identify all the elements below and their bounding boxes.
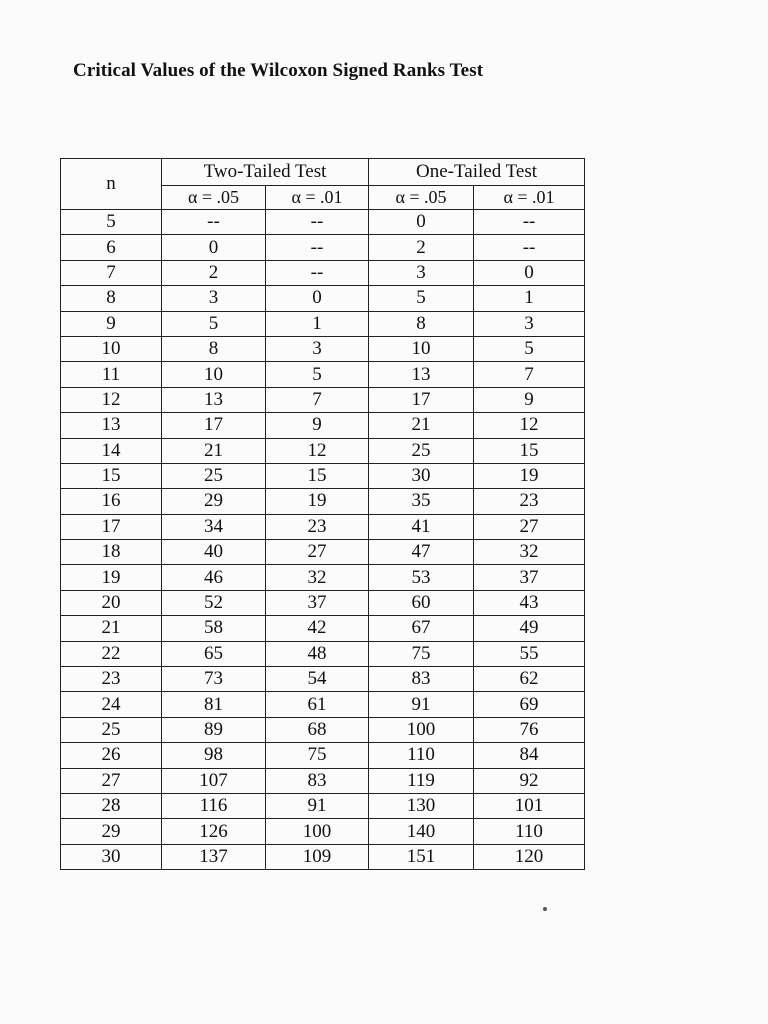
two-tailed-header: Two-Tailed Test	[162, 159, 369, 186]
one-tailed-alpha-05-cell: 25	[369, 438, 474, 463]
two-tailed-alpha-01-cell: --	[266, 235, 369, 260]
n-cell: 28	[61, 793, 162, 818]
one-tailed-alpha-01-cell: --	[474, 210, 585, 235]
two-tailed-alpha-05-cell: 107	[162, 768, 266, 793]
n-cell: 9	[61, 311, 162, 336]
one-tailed-alpha-01-cell: 101	[474, 793, 585, 818]
one-tailed-alpha-01-cell: 49	[474, 616, 585, 641]
two-tailed-alpha-05-cell: 21	[162, 438, 266, 463]
two-tailed-alpha-05-cell: 89	[162, 717, 266, 742]
n-cell: 10	[61, 336, 162, 361]
two-tailed-alpha-01-cell: 37	[266, 590, 369, 615]
two-tailed-alpha-01-cell: 5	[266, 362, 369, 387]
one-tailed-alpha-05-cell: 60	[369, 590, 474, 615]
table-row	[61, 336, 585, 361]
two-tailed-alpha-01-cell: 48	[266, 641, 369, 666]
two-tailed-alpha-05-cell: 25	[162, 463, 266, 488]
one-tailed-alpha-01-cell: 92	[474, 768, 585, 793]
one-tailed-alpha-05-cell: 91	[369, 692, 474, 717]
two-tailed-alpha-01-header: α = .01	[266, 186, 369, 210]
one-tailed-alpha-01-cell: 120	[474, 844, 585, 869]
one-tailed-alpha-01-cell: 62	[474, 667, 585, 692]
critical-values-table-container	[60, 158, 584, 870]
n-cell: 22	[61, 641, 162, 666]
table-row	[61, 616, 585, 641]
two-tailed-alpha-05-cell: 5	[162, 311, 266, 336]
two-tailed-alpha-01-cell: 3	[266, 336, 369, 361]
one-tailed-alpha-01-cell: 69	[474, 692, 585, 717]
table-row	[61, 514, 585, 539]
n-cell: 15	[61, 463, 162, 488]
table-row	[61, 692, 585, 717]
two-tailed-alpha-05-cell: 58	[162, 616, 266, 641]
one-tailed-alpha-01-cell: 19	[474, 463, 585, 488]
two-tailed-alpha-05-cell: 2	[162, 260, 266, 285]
one-tailed-alpha-05-cell: 75	[369, 641, 474, 666]
n-cell: 16	[61, 489, 162, 514]
n-cell: 20	[61, 590, 162, 615]
two-tailed-alpha-05-cell: 29	[162, 489, 266, 514]
table-row	[61, 413, 585, 438]
two-tailed-alpha-01-cell: 100	[266, 819, 369, 844]
n-cell: 14	[61, 438, 162, 463]
table-row	[61, 768, 585, 793]
table-row	[61, 844, 585, 869]
page-title: Critical Values of the Wilcoxon Signed Ranks Test	[73, 60, 484, 81]
critical-values-table	[60, 158, 585, 870]
two-tailed-alpha-01-cell: 91	[266, 793, 369, 818]
two-tailed-alpha-01-cell: 12	[266, 438, 369, 463]
n-cell: 7	[61, 260, 162, 285]
table-row	[61, 590, 585, 615]
table-row	[61, 641, 585, 666]
table-row	[61, 362, 585, 387]
two-tailed-alpha-05-cell: 40	[162, 540, 266, 565]
table-row	[61, 819, 585, 844]
one-tailed-alpha-01-cell: 55	[474, 641, 585, 666]
one-tailed-alpha-05-cell: 130	[369, 793, 474, 818]
table-row	[61, 387, 585, 412]
one-tailed-alpha-01-cell: 1	[474, 286, 585, 311]
two-tailed-alpha-01-cell: 54	[266, 667, 369, 692]
one-tailed-alpha-01-cell: 15	[474, 438, 585, 463]
two-tailed-alpha-01-cell: 1	[266, 311, 369, 336]
n-cell: 13	[61, 413, 162, 438]
table-row	[61, 793, 585, 818]
two-tailed-alpha-05-cell: 34	[162, 514, 266, 539]
one-tailed-alpha-05-cell: 3	[369, 260, 474, 285]
two-tailed-alpha-01-cell: --	[266, 210, 369, 235]
two-tailed-alpha-05-cell: 13	[162, 387, 266, 412]
n-cell: 5	[61, 210, 162, 235]
two-tailed-alpha-01-cell: 109	[266, 844, 369, 869]
one-tailed-alpha-01-cell: --	[474, 235, 585, 260]
one-tailed-alpha-05-cell: 2	[369, 235, 474, 260]
table-row	[61, 311, 585, 336]
one-tailed-alpha-01-cell: 23	[474, 489, 585, 514]
n-cell: 25	[61, 717, 162, 742]
n-cell: 29	[61, 819, 162, 844]
two-tailed-alpha-05-cell: 137	[162, 844, 266, 869]
two-tailed-alpha-05-cell: 17	[162, 413, 266, 438]
scan-speck	[543, 907, 547, 911]
two-tailed-alpha-01-cell: 7	[266, 387, 369, 412]
n-cell: 17	[61, 514, 162, 539]
n-cell: 8	[61, 286, 162, 311]
two-tailed-alpha-01-cell: 32	[266, 565, 369, 590]
one-tailed-alpha-05-cell: 100	[369, 717, 474, 742]
two-tailed-alpha-05-cell: 52	[162, 590, 266, 615]
table-row	[61, 565, 585, 590]
n-cell: 21	[61, 616, 162, 641]
table-row	[61, 489, 585, 514]
two-tailed-alpha-01-cell: 15	[266, 463, 369, 488]
two-tailed-alpha-05-cell: 10	[162, 362, 266, 387]
one-tailed-alpha-05-cell: 110	[369, 743, 474, 768]
one-tailed-alpha-05-cell: 83	[369, 667, 474, 692]
one-tailed-alpha-01-cell: 32	[474, 540, 585, 565]
n-cell: 12	[61, 387, 162, 412]
two-tailed-alpha-05-header: α = .05	[162, 186, 266, 210]
one-tailed-alpha-01-cell: 5	[474, 336, 585, 361]
n-cell: 26	[61, 743, 162, 768]
two-tailed-alpha-05-cell: 81	[162, 692, 266, 717]
one-tailed-alpha-05-cell: 0	[369, 210, 474, 235]
header-row-groups	[61, 159, 585, 186]
two-tailed-alpha-05-cell: 98	[162, 743, 266, 768]
n-cell: 18	[61, 540, 162, 565]
one-tailed-alpha-01-cell: 3	[474, 311, 585, 336]
table-row	[61, 743, 585, 768]
table-row	[61, 260, 585, 285]
two-tailed-alpha-01-cell: 0	[266, 286, 369, 311]
one-tailed-alpha-05-cell: 8	[369, 311, 474, 336]
one-tailed-alpha-05-cell: 140	[369, 819, 474, 844]
one-tailed-header: One-Tailed Test	[369, 159, 585, 186]
one-tailed-alpha-05-cell: 21	[369, 413, 474, 438]
one-tailed-alpha-01-cell: 76	[474, 717, 585, 742]
two-tailed-alpha-01-cell: 27	[266, 540, 369, 565]
n-cell: 27	[61, 768, 162, 793]
two-tailed-alpha-05-cell: 0	[162, 235, 266, 260]
one-tailed-alpha-01-cell: 9	[474, 387, 585, 412]
two-tailed-alpha-01-cell: 61	[266, 692, 369, 717]
two-tailed-alpha-01-cell: 75	[266, 743, 369, 768]
two-tailed-alpha-05-cell: 46	[162, 565, 266, 590]
n-cell: 24	[61, 692, 162, 717]
two-tailed-alpha-01-cell: 68	[266, 717, 369, 742]
one-tailed-alpha-01-cell: 0	[474, 260, 585, 285]
one-tailed-alpha-01-cell: 43	[474, 590, 585, 615]
one-tailed-alpha-05-cell: 5	[369, 286, 474, 311]
n-cell: 19	[61, 565, 162, 590]
n-cell: 11	[61, 362, 162, 387]
one-tailed-alpha-05-cell: 119	[369, 768, 474, 793]
two-tailed-alpha-01-cell: 83	[266, 768, 369, 793]
one-tailed-alpha-05-cell: 35	[369, 489, 474, 514]
two-tailed-alpha-05-cell: 116	[162, 793, 266, 818]
one-tailed-alpha-01-cell: 37	[474, 565, 585, 590]
one-tailed-alpha-01-cell: 12	[474, 413, 585, 438]
one-tailed-alpha-05-cell: 151	[369, 844, 474, 869]
one-tailed-alpha-05-cell: 41	[369, 514, 474, 539]
n-cell: 23	[61, 667, 162, 692]
two-tailed-alpha-05-cell: 3	[162, 286, 266, 311]
two-tailed-alpha-01-cell: 9	[266, 413, 369, 438]
two-tailed-alpha-01-cell: 23	[266, 514, 369, 539]
one-tailed-alpha-05-cell: 10	[369, 336, 474, 361]
two-tailed-alpha-05-cell: --	[162, 210, 266, 235]
table-row	[61, 438, 585, 463]
one-tailed-alpha-01-cell: 84	[474, 743, 585, 768]
n-column-header: n	[61, 159, 162, 210]
two-tailed-alpha-01-cell: 19	[266, 489, 369, 514]
two-tailed-alpha-05-cell: 126	[162, 819, 266, 844]
n-cell: 30	[61, 844, 162, 869]
table-row	[61, 463, 585, 488]
table-row	[61, 667, 585, 692]
one-tailed-alpha-05-cell: 47	[369, 540, 474, 565]
one-tailed-alpha-05-header: α = .05	[369, 186, 474, 210]
two-tailed-alpha-05-cell: 73	[162, 667, 266, 692]
one-tailed-alpha-01-cell: 110	[474, 819, 585, 844]
one-tailed-alpha-05-cell: 17	[369, 387, 474, 412]
one-tailed-alpha-01-cell: 27	[474, 514, 585, 539]
table-row	[61, 235, 585, 260]
n-cell: 6	[61, 235, 162, 260]
two-tailed-alpha-05-cell: 65	[162, 641, 266, 666]
table-row	[61, 717, 585, 742]
one-tailed-alpha-05-cell: 53	[369, 565, 474, 590]
one-tailed-alpha-05-cell: 13	[369, 362, 474, 387]
one-tailed-alpha-05-cell: 30	[369, 463, 474, 488]
two-tailed-alpha-05-cell: 8	[162, 336, 266, 361]
table-row	[61, 540, 585, 565]
one-tailed-alpha-05-cell: 67	[369, 616, 474, 641]
two-tailed-alpha-01-cell: 42	[266, 616, 369, 641]
two-tailed-alpha-01-cell: --	[266, 260, 369, 285]
one-tailed-alpha-01-cell: 7	[474, 362, 585, 387]
table-row	[61, 210, 585, 235]
table-body	[61, 210, 585, 870]
one-tailed-alpha-01-header: α = .01	[474, 186, 585, 210]
table-row	[61, 286, 585, 311]
